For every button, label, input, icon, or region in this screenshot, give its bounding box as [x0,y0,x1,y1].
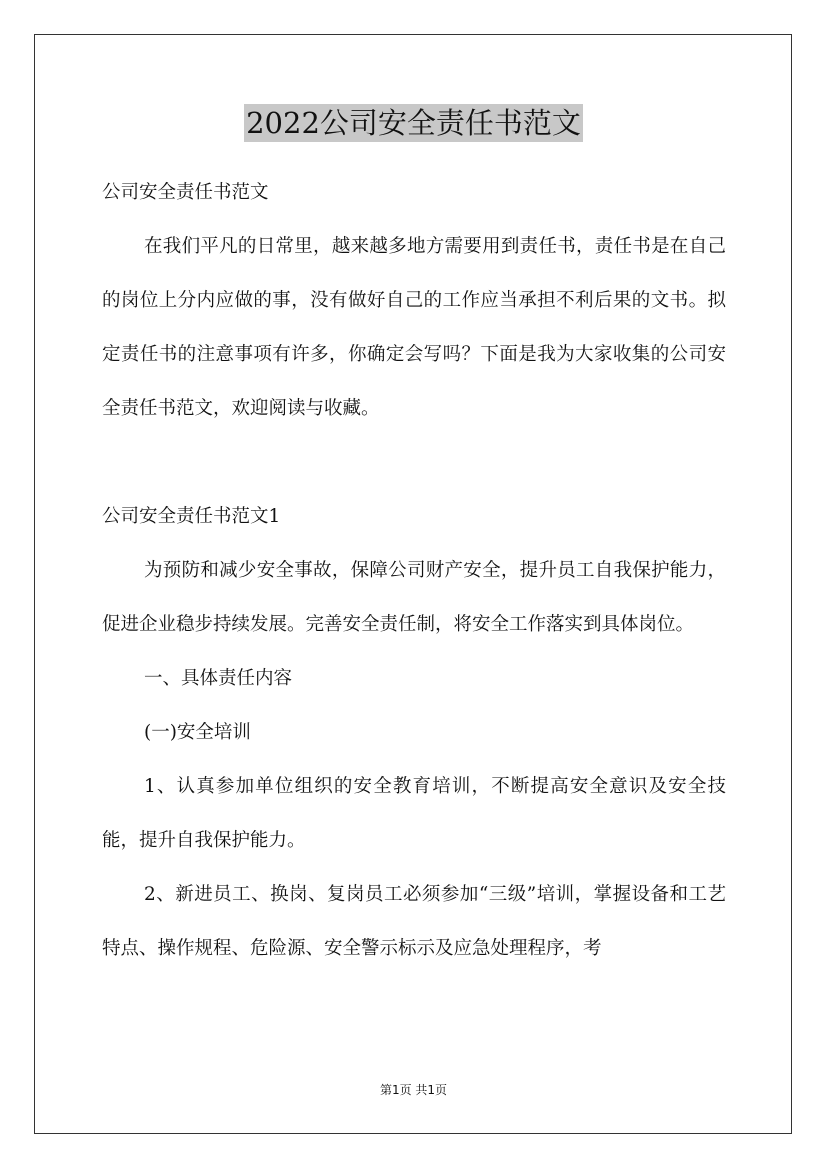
sub-heading: (一)安全培训 [144,722,251,743]
point-paragraph: 1、认真参加单位组织的安全教育培训，不断提高安全意识及安全技能，提升自我保护能力。 [102,776,726,851]
page-footer: 第1页 共1页 [379,1083,448,1097]
title-container [0,104,827,142]
document-body [102,166,726,976]
intro-paragraph: 在我们平凡的日常里，越来越多地方需要用到责任书，责任书是在自己的岗位上分内应做的事，没有做好自己的工作应当承担不利后果的文书。拟定责任书的注意事项有许多，你确定会写吗？下面是我为大家收集的公司安全责任书范文，欢迎阅读与收藏。 [102,236,726,419]
document-title: 2022公司安全责任书范文 [246,106,581,140]
section-intro-paragraph: 为预防和减少安全事故，保障公司财产安全，提升员工自我保护能力，促进企业稳步持续发展。完善安全责任制，将安全工作落实到具体岗位。 [102,560,726,635]
subtitle: 公司安全责任书范文 [102,182,269,203]
section-heading: 公司安全责任书范文1 [102,506,281,527]
item-heading: 一、具体责任内容 [144,668,293,689]
paragraph-spacer [102,436,726,490]
point-paragraph: 2、新进员工、换岗、复岗员工必须参加“三级”培训，掌握设备和工艺特点、操作规程、危险源、安全警示标示及应急处理程序，考 [102,884,726,959]
